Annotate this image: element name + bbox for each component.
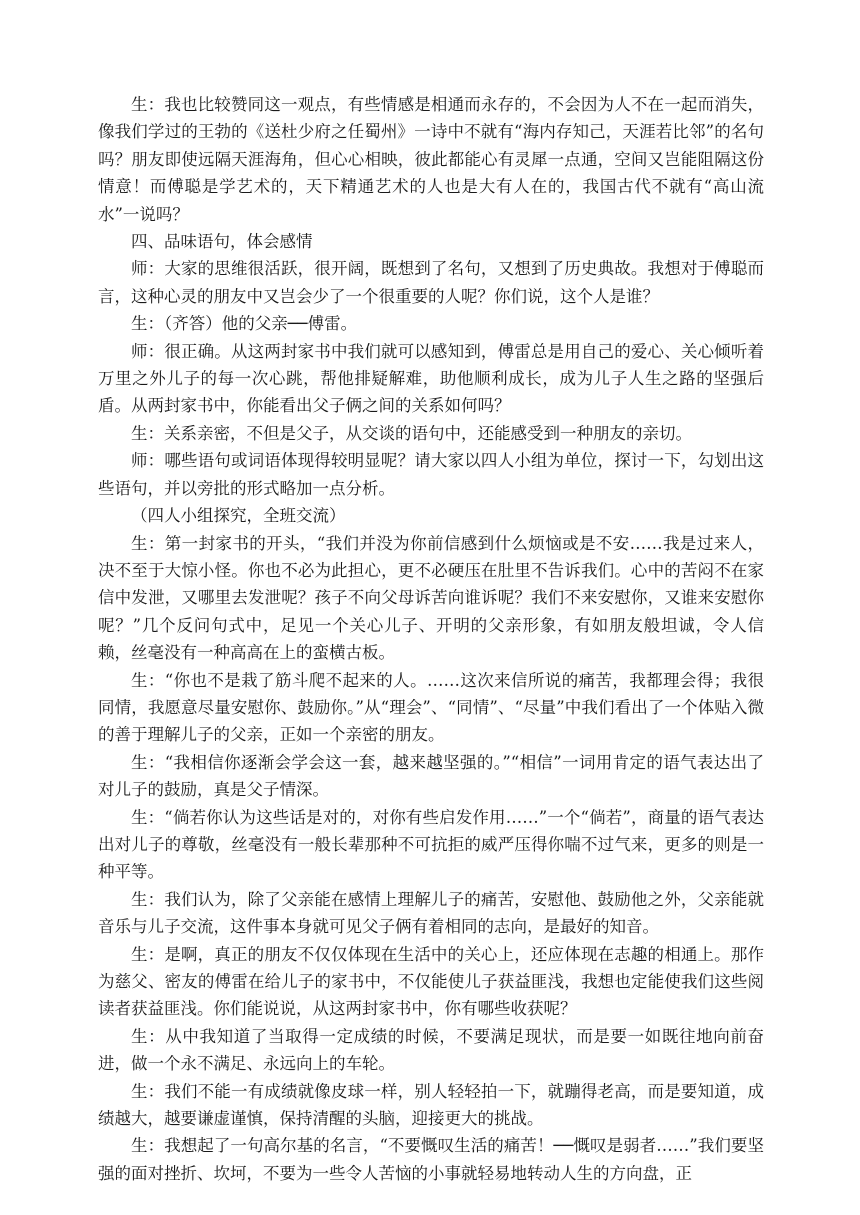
paragraph: 生：我也比较赞同这一观点，有些情感是相通而永存的，不会因为人不在一起而消失，像我们学过的王勃的《送杜少府之任蜀州》一诗中不就有“海内存知己，天涯若比邻”的名句吗？朋友即使远隔天涯海角，但心心相映，彼此都能心有灵犀一点通，空间又岂能阻隔这份情意！而傅聪是学艺术的，天下精通艺术的人也是大有人在的，我国古代不就有“高山流水”一说吗？ <box>98 95 764 224</box>
paragraph: 生：我们认为，除了父亲能在感情上理解儿子的痛苦，安慰他、鼓励他之外，父亲能就音乐与儿子交流，这件事本身就可见父子俩有着相同的志向，是最好的知音。 <box>98 889 764 937</box>
paragraph: 生：从中我知道了当取得一定成绩的时候，不要满足现状，而是要一如既往地向前奋进，做一个永不满足、永远向上的车轮。 <box>98 1026 764 1074</box>
paragraph: 师：大家的思维很活跃，很开阔，既想到了名句，又想到了历史典故。我想对于傅聪而言，这种心灵的朋友中又岂会少了一个很重要的人呢？你们说，这个人是谁？ <box>98 259 764 306</box>
paragraph: 生：关系亲密，不但是父子，从交谈的语句中，还能感受到一种朋友的亲切。 <box>131 423 692 443</box>
paragraph: 生：“我相信你逐渐会学会这一套，越来越坚强的。”“相信”一词用肯定的语气表达出了对儿子的鼓励，真是父子情深。 <box>98 752 764 800</box>
section-heading: 四、品味语句，体会感情 <box>131 232 313 252</box>
paragraph: 师：很正确。从这两封家书中我们就可以感知到，傅雷总是用自己的爱心、关心倾听着万里之外儿子的每一次心跳，帮他排疑解难，助他顺利成长，成为儿子人生之路的坚强后盾。从两封家书中，你能看出父子俩之间的关系如何吗？ <box>98 341 764 416</box>
paragraph: 生：“你也不是栽了筋斗爬不起来的人。……这次来信所说的痛苦，我都理会得；我很同情，我愿意尽量安慰你、鼓励你。”从“理会”、“同情”、“尽量”中我们看出了一个体贴入微的善于理解儿子的父亲，正如一个亲密的朋友。 <box>98 670 764 745</box>
body-text <box>98 91 764 1187</box>
paragraph: 生：是啊，真正的朋友不仅仅体现在生活中的关心上，还应体现在志趣的相通上。那作为慈父、密友的傅雷在给儿子的家书中，不仅能使儿子获益匪浅，我想也定能使我们这些阅读者获益匪浅。你们能说说，从这两封家书中，你有哪些收获呢？ <box>98 944 764 1019</box>
paragraph: 生：我们不能一有成绩就像皮球一样，别人轻轻拍一下，就蹦得老高，而是要知道，成绩越大，越要谦虚谨慎，保持清醒的头脑，迎接更大的挑战。 <box>98 1081 764 1129</box>
paragraph: 生：（齐答）他的父亲──傅雷。 <box>131 314 358 334</box>
stage-note: （四人小组探究，全班交流） <box>131 506 346 526</box>
paragraph: 师：哪些语句或词语体现得较明显呢？请大家以四人小组为单位，探讨一下，勾划出这些语句，并以旁批的形式略加一点分析。 <box>98 451 764 498</box>
paragraph: 生：“倘若你认为这些话是对的，对你有些启发作用……”一个“倘若”，商量的语气表达出对儿子的尊敬，丝毫没有一般长辈那种不可抗拒的威严压得你喘不过气来，更多的则是一种平等。 <box>98 807 764 882</box>
paragraph: 生：我想起了一句高尔基的名言，“不要慨叹生活的痛苦！──慨叹是弱者……”我们要坚强的面对挫折、坎坷，不要为一些令人苦恼的小事就轻易地转动人生的方向盘，正 <box>98 1136 764 1183</box>
paragraph: 生：第一封家书的开头，“我们并没为你前信感到什么烦恼或是不安……我是过来人，决不至于大惊小怪。你也不必为此担心，更不必硬压在肚里不告诉我们。心中的苦闷不在家信中发泄，又哪里去发泄呢？孩子不向父母诉苦向谁诉呢？我们不来安慰你，又谁来安慰你呢？”几个反问句式中，足见一个关心儿子、开明的父亲形象，有如朋友般坦诚，令人信赖，丝毫没有一种高高在上的蛮横古板。 <box>98 533 764 663</box>
